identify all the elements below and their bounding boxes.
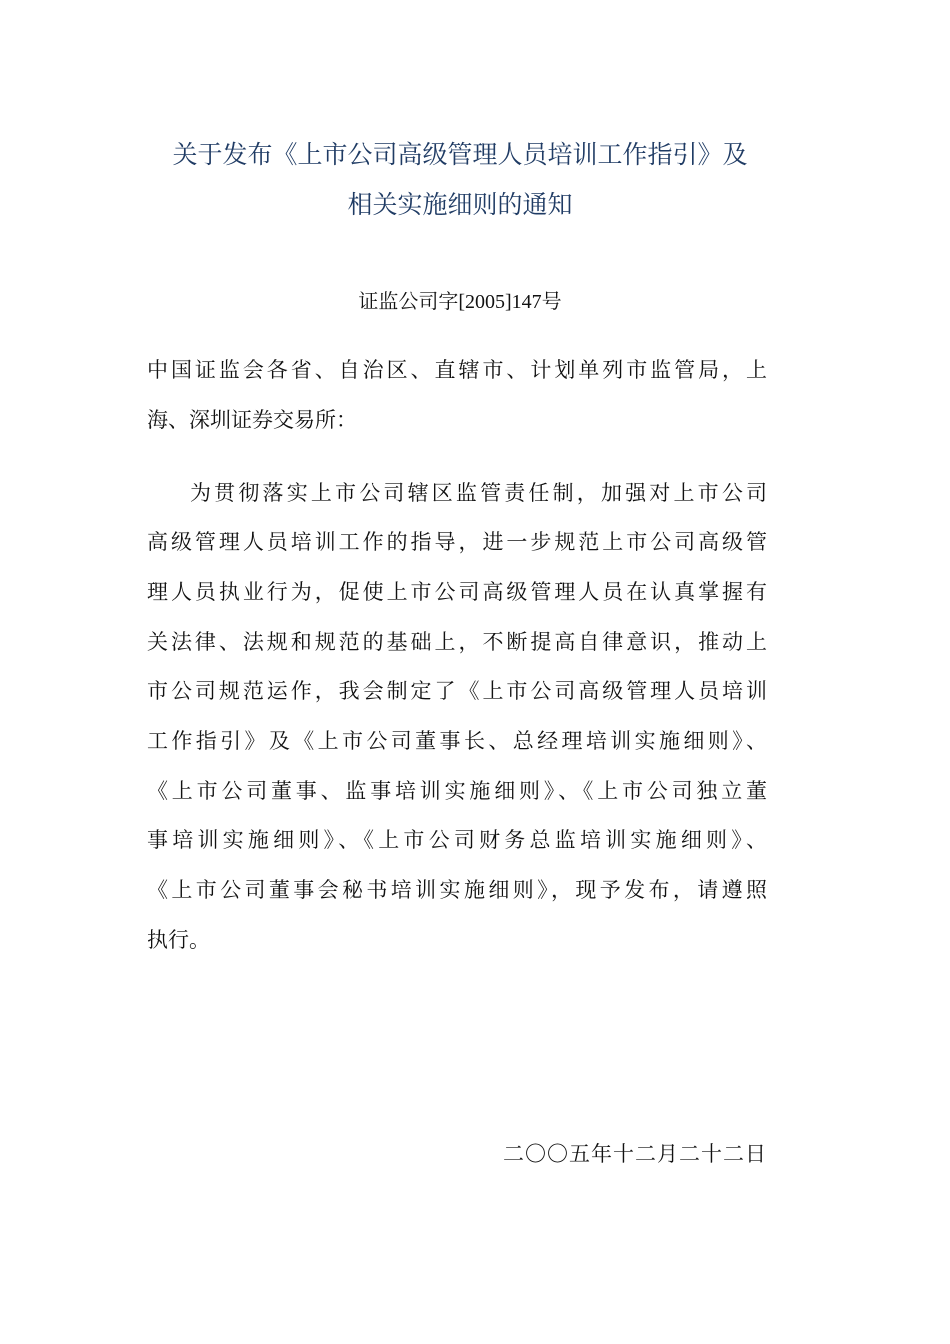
body-line: 事培训实施细则》、《上市公司财务总监培训实施细则》、 bbox=[147, 828, 767, 852]
body-line: 关法律、法规和规范的基础上，不断提高自律意识，推动上 bbox=[147, 630, 767, 654]
body-line: 为贯彻落实上市公司辖区监管责任制，加强对上市公司 bbox=[190, 481, 767, 505]
addressee-line-1: 中国证监会各省、自治区、直辖市、计划单列市监管局，上 bbox=[147, 358, 767, 382]
body-line: 《上市公司董事、监事培训实施细则》、《上市公司独立董 bbox=[147, 779, 767, 803]
body-line: 理人员执业行为，促使上市公司高级管理人员在认真掌握有 bbox=[147, 580, 767, 604]
body-line: 市公司规范运作，我会制定了《上市公司高级管理人员培训 bbox=[147, 679, 767, 703]
document-number: 证监公司字[2005]147号 bbox=[358, 291, 562, 313]
document-date: 二〇〇五年十二月二十二日 bbox=[503, 1142, 767, 1166]
addressee-line-2: 海、深圳证券交易所： bbox=[147, 408, 357, 432]
body-line-last: 执行。 bbox=[147, 928, 210, 952]
body-line: 高级管理人员培训工作的指导，进一步规范上市公司高级管 bbox=[147, 530, 767, 554]
document-title-line-1: 关于发布《上市公司高级管理人员培训工作指引》及 bbox=[172, 140, 748, 169]
body-line: 工作指引》及《上市公司董事长、总经理培训实施细则》、 bbox=[147, 729, 767, 753]
document-title-line-2: 相关实施细则的通知 bbox=[347, 190, 573, 219]
body-line: 《上市公司董事会秘书培训实施细则》，现予发布，请遵照 bbox=[147, 878, 767, 902]
